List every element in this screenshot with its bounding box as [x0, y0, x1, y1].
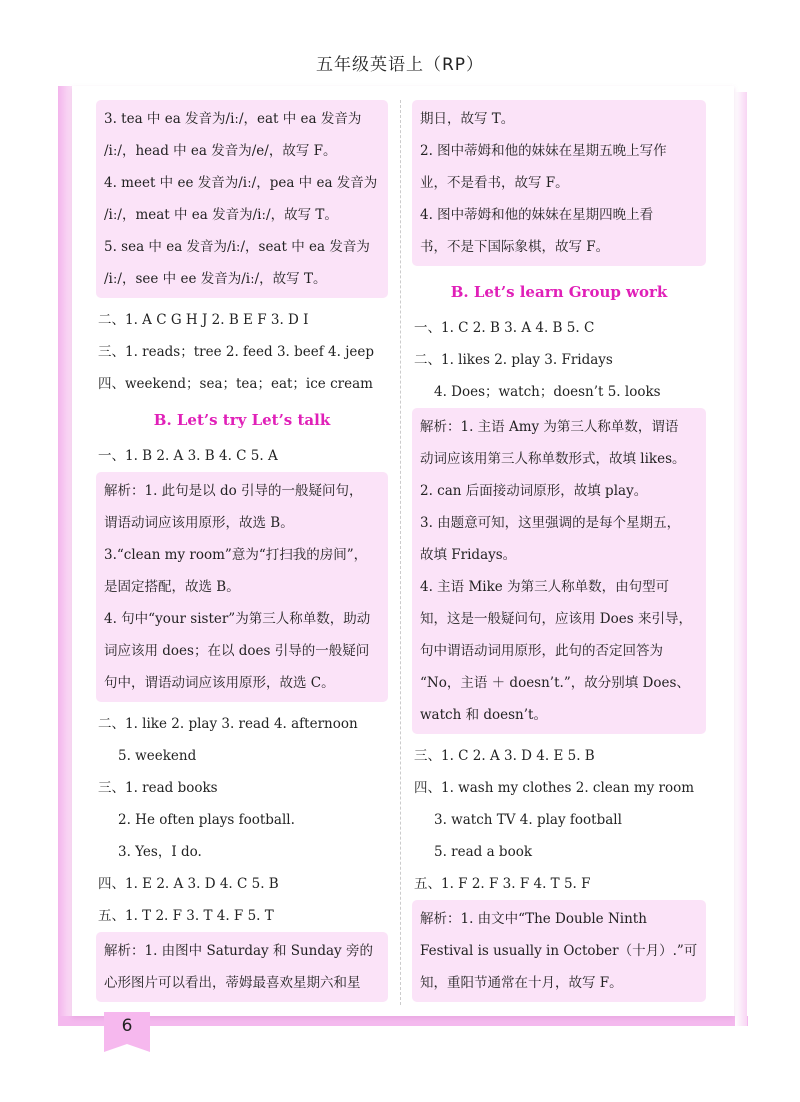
- explanation-line: /iː/，head 中 ea 发音为/e/，故写 F。: [104, 143, 337, 159]
- explanation-line: 解析：1. 由图中 Saturday 和 Sunday 旁的: [104, 943, 373, 959]
- answer-line: 四、1. E 2. A 3. D 4. C 5. B: [98, 876, 279, 892]
- explanation-line: 4. 主语 Mike 为第三人称单数，由句型可: [420, 579, 670, 595]
- answer-line: 三、1. reads；tree 2. feed 3. beef 4. jeep: [98, 344, 375, 360]
- section-heading: B. Let’s learn Group work: [450, 283, 668, 301]
- answer-line: 二、1. likes 2. play 3. Fridays: [414, 352, 613, 368]
- explanation-line: /iː/，meat 中 ea 发音为/iː/，故写 T。: [104, 207, 338, 223]
- explanation-line: 解析：1. 由文中“The Double Ninth: [420, 911, 647, 927]
- left-column: [96, 100, 388, 1002]
- explanation-line: watch 和 doesn’t。: [420, 707, 547, 723]
- answer-line: 一、1. B 2. A 3. B 4. C 5. A: [98, 448, 278, 464]
- explanation-line: 解析：1. 此句是以 do 引导的一般疑问句，: [104, 483, 363, 499]
- explanation-box: [96, 100, 388, 298]
- explanation-line: 3.“clean my room”意为“打扫我的房间”，: [104, 547, 368, 563]
- explanation-line: 业，不是看书，故写 F。: [420, 175, 569, 191]
- explanation-line: 知，重阳节通常在十月，故写 F。: [420, 975, 623, 991]
- answer-line: 一、1. C 2. B 3. A 4. B 5. C: [414, 320, 595, 336]
- answer-line: 三、1. read books: [98, 780, 218, 796]
- explanation-line: “No，主语 ＋ doesn’t.”，故分别填 Does、: [420, 675, 690, 691]
- answer-line: 5. weekend: [118, 748, 197, 764]
- page-frame-edge: [735, 92, 747, 1026]
- explanation-box: [412, 900, 706, 1002]
- explanation-line: 书，不是下国际象棋，故写 F。: [420, 239, 610, 255]
- explanation-box: [412, 408, 706, 734]
- page-header-title: 五年级英语上（RP）: [315, 55, 485, 75]
- explanation-line: 4. 图中蒂姆和他的妹妹在星期四晚上看: [420, 207, 654, 223]
- answer-line: 五、1. T 2. F 3. T 4. F 5. T: [98, 908, 274, 924]
- explanation-line: 句中，谓语动词应该用原形，故选 C。: [104, 675, 335, 691]
- explanation-line: 动词应该用第三人称单数形式，故填 likes。: [420, 451, 686, 467]
- answer-line: 二、1. A C G H J 2. B E F 3. D I: [98, 312, 309, 328]
- answer-line: 四、weekend；sea；tea；eat；ice cream: [98, 376, 373, 392]
- answer-line: 3. watch TV 4. play football: [434, 812, 622, 828]
- explanation-line: 4. meet 中 ee 发音为/iː/，pea 中 ea 发音为: [104, 175, 378, 191]
- explanation-line: 3. tea 中 ea 发音为/iː/，eat 中 ea 发音为: [104, 111, 362, 127]
- explanation-line: 2. can 后面接动词原形，故填 play。: [420, 483, 648, 499]
- answer-line: 四、1. wash my clothes 2. clean my room: [414, 780, 695, 796]
- explanation-line: 故填 Fridays。: [420, 547, 517, 563]
- column-divider: [400, 100, 401, 1005]
- explanation-line: 5. sea 中 ea 发音为/iː/，seat 中 ea 发音为: [104, 239, 370, 255]
- explanation-line: Festival is usually in October（十月）.”可: [420, 943, 698, 959]
- answer-line: 三、1. C 2. A 3. D 4. E 5. B: [414, 748, 595, 764]
- explanation-line: 是固定搭配，故选 B。: [104, 579, 240, 595]
- answer-line: 二、1. like 2. play 3. read 4. afternoon: [98, 716, 358, 732]
- explanation-line: 4. 句中“your sister”为第三人称单数，助动: [104, 611, 371, 627]
- answer-line: 五、1. F 2. F 3. F 4. T 5. F: [414, 876, 591, 892]
- explanation-line: 谓语动词应该用原形，故选 B。: [104, 515, 294, 531]
- section-heading: B. Let’s try Let’s talk: [153, 411, 331, 429]
- explanation-line: 期日，故写 T。: [420, 111, 515, 127]
- explanation-line: 心形图片可以看出，蒂姆最喜欢星期六和星: [104, 975, 361, 991]
- explanation-line: 句中谓语动词用原形，此句的否定回答为: [420, 643, 663, 659]
- explanation-line: 解析：1. 主语 Amy 为第三人称单数，谓语: [420, 419, 679, 435]
- answer-line: 4. Does；watch；doesn’t 5. looks: [434, 384, 661, 400]
- explanation-line: 知，这是一般疑问句，应该用 Does 来引导，: [420, 611, 692, 627]
- explanation-line: 2. 图中蒂姆和他的妹妹在星期五晚上写作: [420, 143, 667, 159]
- explanation-line: 词应该用 does；在以 does 引导的一般疑问: [104, 643, 370, 659]
- right-column: [412, 100, 706, 1008]
- answer-line: 2. He often plays football.: [118, 812, 295, 828]
- answer-line: 5. read a book: [434, 844, 533, 860]
- answer-line: 3. Yes，I do.: [118, 844, 202, 860]
- explanation-box: [412, 100, 706, 266]
- explanation-line: 3. 由题意可知，这里强调的是每个星期五，: [420, 515, 681, 531]
- explanation-box: [96, 472, 388, 702]
- explanation-box: [96, 932, 388, 1002]
- page-number: 6: [121, 1016, 133, 1036]
- explanation-line: /iː/，see 中 ee 发音为/iː/，故写 T。: [104, 271, 327, 287]
